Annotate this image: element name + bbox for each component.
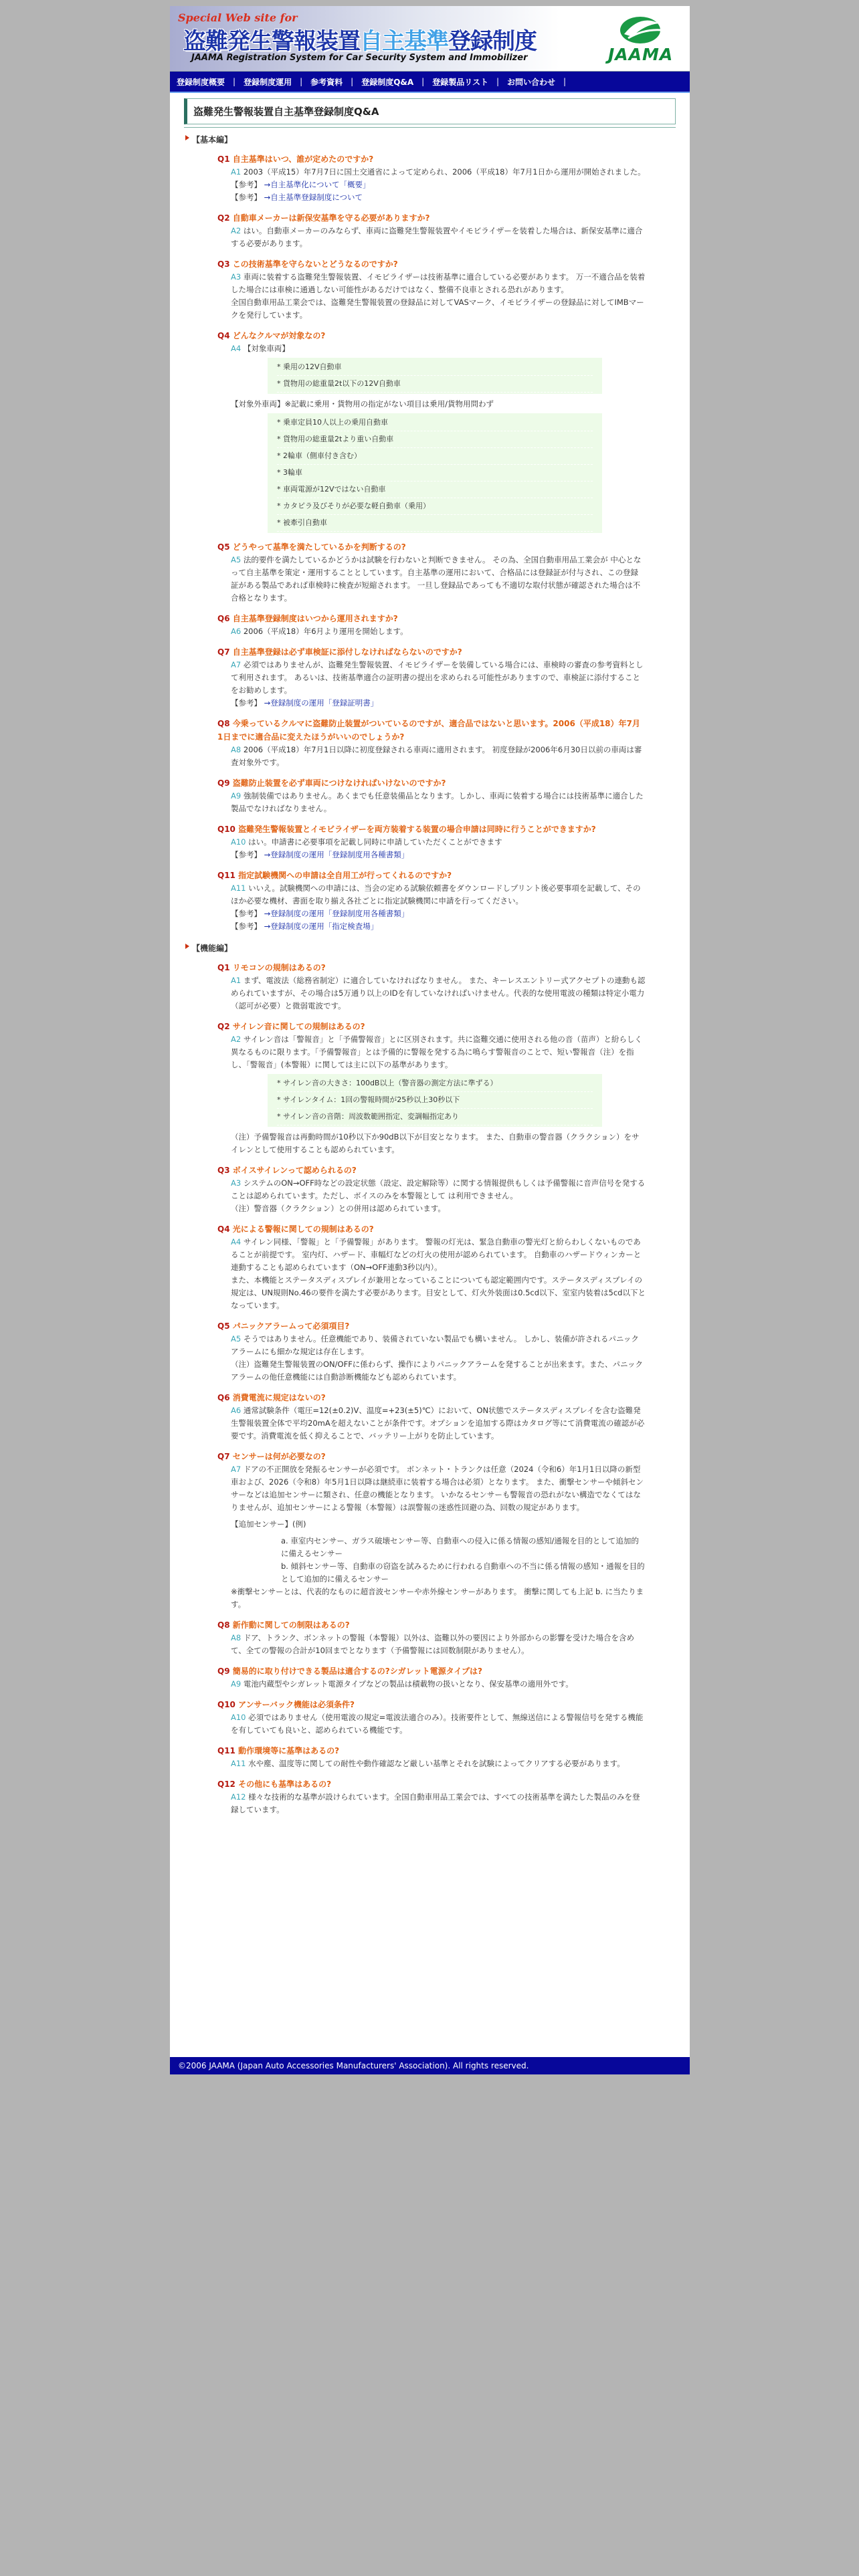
logo-text: JAAMA	[608, 45, 674, 64]
question: Q7 自主基準登録は必ず車検証に添付しなければならないのですか?	[217, 647, 462, 657]
answer: A7 ドアの不正開放を発振るセンサーが必須です。 ボンネット・トランクは任意（2024（令和6）年1月1日以降の新型車および、2026（令和8）年5月1日以降は継続車に装着する場合は必須）となります。 また、衝撃センサーや傾斜センサーなどは追加センサーに類され、任意の機能となります。 いかなるセンサーも警報音の恐れがない構造でなくてはなりませんが、追加センサーによる警報（本警報）は誤警報の迷惑性回避の為、回数の規定があります。	[231, 1465, 644, 1512]
excluded-label: 【対象外車両】※記載に乗用・貨物用の指定がない項目は乗用/貨物用問わず	[231, 399, 494, 409]
answer: A11 水や塵、温度等に関しての耐性や動作確認など厳しい基準とそれを試験によってクリアする必要があります。	[231, 1759, 625, 1768]
list-item: * カタピラ及びそりが必要な軽自動車（乗用）	[277, 498, 593, 515]
answer: A1 2003（平成15）年7月7日に国土交通省によって定められ、2006（平成18）年7月1日から運用が開始されました。	[231, 167, 646, 177]
question: Q4 光による警報に関しての規制はあるの?	[217, 1224, 374, 1234]
list-item: * 車両電源が12Vではない自動車	[277, 481, 593, 498]
list-item: * 貨物用の総重量2t以下の12V自動車	[277, 376, 593, 393]
answer-note: （注）警音器（クラクション）との併用は認められています。	[231, 1204, 446, 1213]
question: Q9 簡易的に取り付けできる製品は適合するの?シガレット電源タイプは?	[217, 1667, 482, 1676]
answer-note: （注）予備警報音は再動時間が10秒以下か90dB以下が目安となります。 また、自動車の警音器（クラクション）をサイレンとして使用することも認められています。	[231, 1132, 640, 1154]
answer-note: （注）盗難発生警報装置のON/OFFに係わらず、操作によりパニックアラームを発することが出来ます。また、パニックアラームの他任意機能には自動診断機能なども認められています。	[231, 1360, 644, 1382]
reference-link[interactable]: 【参考】 →登録制度の運用「指定検査場」	[231, 922, 379, 931]
answer: A2 はい。自動車メーカーのみならず、車両に盗難発生警報装置やイモビライザーを装着した場合は、新保安基準に適合する必要があります。	[231, 226, 643, 248]
section-basic: 【基本編】	[184, 134, 676, 145]
question: Q11 指定試験機関への申請は全自用工が行ってくれるのですか?	[217, 871, 452, 880]
answer: A10 はい。申請書に必要事項を記載し同時に申請していただくことができます	[231, 837, 502, 847]
question: Q5 パニックアラームって必須項目?	[217, 1321, 350, 1331]
reference-link[interactable]: 【参考】 →自主基準化について「概要」	[231, 180, 371, 189]
excluded-vehicle-list	[268, 413, 602, 533]
list-item: * 乗用の12V自動車	[277, 359, 593, 376]
list-item: * 被牽引自動車	[277, 515, 593, 532]
nav-qa[interactable]: 登録制度Q&A	[361, 77, 414, 87]
question: Q4 どんなクルマが対象なの?	[217, 331, 326, 340]
question: Q12 その他にも基準はあるの?	[217, 1780, 332, 1789]
function-qa-list	[217, 961, 646, 1816]
answer: A9 強制装備ではありません。あくまでも任意装備品となります。しかし、車両に装着する場合には技術基準に適合した製品でなければなりません。	[231, 791, 644, 813]
list-item: * サイレン音の音階：周波数範囲指定、変調幅指定あり	[277, 1109, 593, 1125]
nav-reference[interactable]: 参考資料	[310, 77, 343, 87]
question: Q7 センサーは何が必要なの?	[217, 1452, 326, 1461]
answer: A9 電池内蔵型やシガレット電源タイプなどの製品は積載物の扱いとなり、保安基準の適用外です。	[231, 1679, 573, 1689]
answer: A10 必須ではありません（使用電波の規定=電波法適合のみ）。技術要件として、無線送信による警報信号を発する機能を有していても良いと、認められている機能です。	[231, 1713, 644, 1735]
question: Q1 自主基準はいつ、誰が定めたのですか?	[217, 154, 374, 164]
answer: A8 ドア、トランク、ボンネットの警報（本警報）以外は、盗難以外の要因により外部からの影響を受けた場合を含めて、全ての警報の合計が10回までとなります（予備警報には回数制限がありません）。	[231, 1633, 635, 1655]
footer: ©2006 JAAMA (Japan Auto Accessories Manufacturers' Association). All rights reserved.	[170, 2057, 690, 2074]
answer: A6 2006（平成18）年6月より運用を開始します。	[231, 627, 408, 636]
answer-note: 【追加センサー】(例)	[231, 1519, 306, 1529]
answer-note: ※衝撃センサーとは、代表的なものに超音波センサーや赤外線センサーがあります。 衝撃に関しても上記 b. に当たります。	[231, 1587, 644, 1609]
list-item: * サイレンタイム：1回の警報時間が25秒以上30秒以下	[277, 1092, 593, 1109]
list-item: * 2輪車（側車付き含む）	[277, 448, 593, 465]
question: Q11 動作環境等に基準はあるの?	[217, 1746, 340, 1755]
banner-special: Special Web site for	[178, 11, 298, 24]
question: Q10 盗難発生警報装置とイモビライザーを両方装着する装置の場合申請は同時に行うことができますか?	[217, 825, 596, 834]
reference-link[interactable]: 【参考】 →自主基準登録制度について	[231, 193, 363, 202]
answer: A3 システムのON→OFF時などの設定状態（設定、設定解除等）に関する情報提供もしくは予備警報に音声信号を発することは認められています。ただし、ボイスのみを本警報として は利用できません。	[231, 1178, 646, 1200]
nav-product-list[interactable]: 登録製品リスト	[432, 77, 488, 87]
nav-bar: 登録制度概要 | 登録制度運用 | 参考資料 | 登録制度Q&A | 登録製品リスト | お問い合わせ |	[170, 72, 690, 93]
reference-link[interactable]: 【参考】 →登録制度の運用「登録証明書」	[231, 698, 379, 708]
answer: A5 そうではありません。任意機能であり、装備されていない製品でも構いません。 しかし、装備が許されるパニックアラームにも細かな規定は存在します。	[231, 1334, 639, 1356]
question: Q8 新作動に関しての制限はあるの?	[217, 1620, 350, 1630]
answer: A3 車両に装着する盗難発生警報装置、イモビライザーは技術基準に適合している必要があります。 万一不適合品を装着した場合には車検に通過しない可能性があるだけではなく、整備不良車とされる恐れがあります。	[231, 272, 646, 294]
content	[170, 93, 690, 1816]
answer: A2 サイレン音は「警報音」と「予備警報音」とに区別されます。共に盗難交通に使用される他の音（苗声）と紛らしく異なるものに限ります。「予備警報音」とは予備的に警報を発する為に鳴らす警報音のことで、短い警報音（注）を指し、「警報音」(本警報）に関しては主に以下の基準があります。	[231, 1035, 642, 1069]
answer-note: 全国自動車用品工業会では、盗難発生警報装置の登録品に対してVASマーク、イモビライザーの登録品に対してIMBマークを発行しています。	[231, 298, 644, 320]
question: Q6 自主基準登録制度はいつから運用されますか?	[217, 614, 398, 623]
answer: A7 必須ではありませんが、盗難発生警報装置、イモビライザーを装備している場合には、車検時の審査の参考資料として利用されます。 あるいは、技術基準適合の証明書の提出を求められる可能性がありますので、車検証に添付することをお勧めします。	[231, 660, 644, 695]
question: Q1 リモコンの規制はあるの?	[217, 963, 326, 972]
question: Q3 ボイスサイレンって認められるの?	[217, 1166, 357, 1175]
answer: A8 2006（平成18）年7月1日以降に初度登録される車両に適用されます。 初度登録が2006年6月30日以前の車両は審査対象外です。	[231, 745, 642, 767]
list-item: * 乗車定員10人以上の乗用自動車	[277, 415, 593, 431]
question: Q3 この技術基準を守らないとどうなるのですか?	[217, 259, 398, 269]
section-function: 【機能編】	[184, 942, 676, 954]
answer: A6 通常試験条件（電圧=12(±0.2)V、温度=+23(±5)℃）において、ON状態でステータスディスプレイを含む盗難発生警報装置全体で平均20mAを超えないことが条件です。オプションを追加する際はカタログ等にて消費電流の確認が必要です。消費電流を低く抑えることで、バッテリー上がりを防止しています。	[231, 1406, 645, 1440]
banner-subtitle: JAAMA Registration System for Car Security System and Immobilizer	[191, 53, 528, 63]
question: Q10 アンサーバック機能は必須条件?	[217, 1700, 355, 1709]
answer: A4 【対象車両】	[231, 344, 290, 353]
answer: A4 サイレン同様、「警報」と「予備警報」があります。 警報の灯光は、緊急自動車の警光灯と紛らわしくないものであることが前提です。 室内灯、ハザード、車幅灯などの灯火の使用が認められています。 自動車のハザードウィンカーと連動することも認められています（ON→OFF連動3秒以内）。	[231, 1237, 642, 1272]
list-item: a. 車室内センサー、ガラス破壊センサー等、自動車への侵入に係る情報の感知/通報を目的として追加的に備えるセンサー	[281, 1536, 639, 1558]
list-item: * 3輪車	[277, 465, 593, 481]
question: Q6 消費電流に規定はないの?	[217, 1393, 326, 1402]
question: Q2 サイレン音に関しての規制はあるの?	[217, 1022, 365, 1031]
answer: A12 様々な技術的な基準が設けられています。全国自動車用品工業会では、すべての技術基準を満たした製品のみを登録しています。	[231, 1792, 640, 1814]
answer: A1 まず、電波法（総務省制定）に適合していなければなりません。 また、キーレスエントリー式アクセプトの連動も認められていますが、その場合は5万通り以上のIDを有していなければいけません。代表的な使用電波の種類は特定小電力（認可が必要）と微弱電波です。	[231, 976, 646, 1010]
list-item: * 貨物用の総重量2tより重い自動車	[277, 431, 593, 448]
reference-link[interactable]: 【参考】 →登録制度の運用「登録制度用各種書類」	[231, 850, 409, 859]
banner-title: 盗難発生警報装置自主基準登録制度	[183, 28, 537, 55]
nav-operation[interactable]: 登録制度運用	[244, 77, 292, 87]
answer: A11 いいえ。試験機関への申請には、当会の定める試験依頼書をダウンロードしプリント後必要事項を記載して、そのほか必要な機材、書面を取り揃え各社ごとに指定試験機関に申請を行ってください。	[231, 883, 641, 905]
question: Q9 盗難防止装置を必ず車両につけなければいけないのですか?	[217, 778, 446, 788]
question: Q5 どうやって基準を満たしているかを判断するの?	[217, 542, 406, 552]
answer: A5 法的要件を満たしているかどうかは試験を行わないと判断できません。 その為、全国自動車用品工業会が 中心となって自主基準を策定・運用することとしています。自主基準の運用において、合格品には登録証が付与され、この登録証がある製品であれば車検時に検査が短縮されます。 一旦し登録品であっても不適切な取付状態が確認された場合は不合格となります。	[231, 555, 642, 603]
target-vehicle-list	[268, 358, 602, 394]
nav-overview[interactable]: 登録制度概要	[177, 77, 225, 87]
basic-qa-list	[217, 152, 646, 933]
siren-spec-list	[268, 1074, 602, 1127]
page-title: 盗難発生警報装置自主基準登録制度Q&A	[184, 98, 676, 124]
question: Q8 今乗っているクルマに盗難防止装置がついているのですが、適合品ではないと思います。2006（平成18）年7月1日までに適合品に変えたほうがいいのでしょうか?	[217, 719, 640, 742]
question: Q2 自動車メーカーは新保安基準を守る必要がありますか?	[217, 213, 430, 223]
site-banner	[170, 6, 690, 72]
jaama-logo[interactable]	[597, 14, 683, 65]
list-item: b. 傾斜センサー等、自動車の窃盗を試みるために行われる自動車への不当に係る情報の感知・通報を目的として追加的に備えるセンサー	[281, 1562, 645, 1584]
list-item: * サイレン音の大きさ：100dB以上（警音器の測定方法に準ずる）	[277, 1075, 593, 1092]
page	[170, 6, 690, 2074]
nav-contact[interactable]: お問い合わせ	[507, 77, 556, 87]
reference-link[interactable]: 【参考】 →登録制度の運用「登録制度用各種書類」	[231, 909, 409, 918]
answer-note: また、本機能とステータスディスプレイが兼用となっていることについても認定範囲内です。ステータスディスプレイの規定は、UN規則No.46の要件を満たす必要があります。目安として、灯火外装面は0.5cd以下、室室内装着は5cd以下となっています。	[231, 1275, 646, 1310]
